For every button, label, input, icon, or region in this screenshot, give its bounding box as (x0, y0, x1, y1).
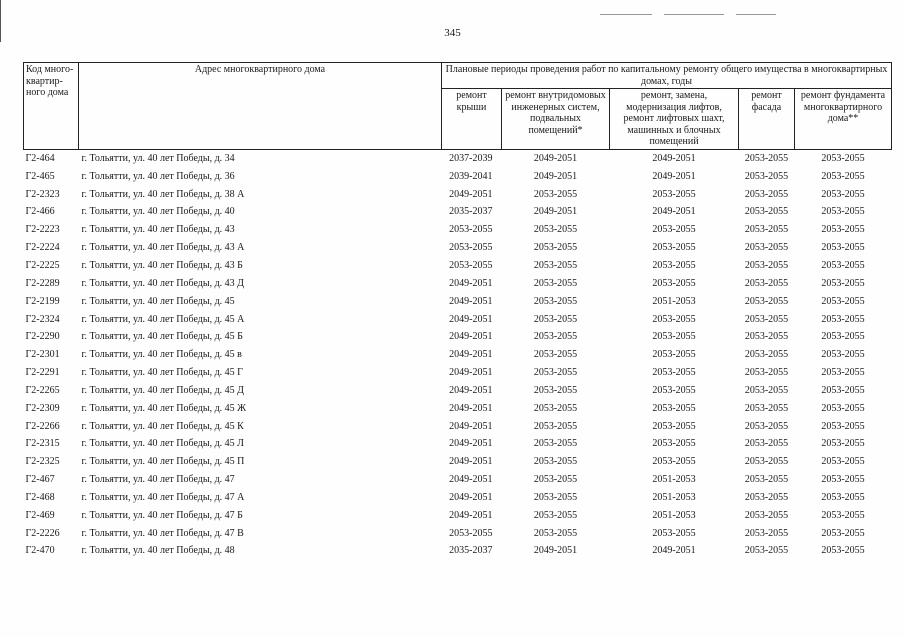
cell-elevators: 2053-2055 (652, 313, 696, 325)
cell-address: г. Тольятти, ул. 40 лет Победы, д. 47 (81, 474, 235, 486)
cell-code: Г2-2224 (25, 242, 60, 254)
cell-facade: 2053-2055 (744, 206, 789, 218)
cell-elevators: 2053-2055 (652, 420, 696, 432)
cell-facade: 2053-2055 (744, 224, 789, 236)
header-elevators: ремонт, замена, модернизация лифтов, ремонт лифтовых шахт, машинных и блочных помещений (610, 89, 739, 150)
cell-foundation: 2053-2055 (821, 384, 865, 396)
cell-foundation: 2053-2055 (821, 295, 865, 307)
cell-address: г. Тольятти, ул. 40 лет Победы, д. 45 Д (81, 384, 244, 396)
cell-engineering: 2053-2055 (533, 420, 578, 432)
cell-elevators: 2049-2051 (652, 206, 696, 218)
cell-facade: 2053-2055 (744, 188, 789, 200)
header-address: Адрес многоквартирного дома (79, 63, 442, 150)
table-row (24, 542, 892, 560)
cell-facade: 2053-2055 (744, 384, 789, 396)
table-row (24, 399, 892, 417)
cell-facade: 2053-2055 (744, 170, 789, 182)
table-row (24, 364, 892, 382)
table-row (24, 292, 892, 310)
cell-code: Г2-466 (25, 206, 55, 218)
cell-roof: 2049-2051 (449, 313, 493, 325)
cell-elevators: 2053-2055 (652, 456, 696, 468)
header-engineering: ремонт внутридомовых инженерных систем, подвальных помещений* (502, 89, 610, 150)
cell-facade: 2053-2055 (744, 349, 789, 361)
cell-code: Г2-2290 (25, 331, 60, 343)
cell-engineering: 2053-2055 (533, 277, 578, 289)
cell-foundation: 2053-2055 (821, 420, 865, 432)
cell-address: г. Тольятти, ул. 40 лет Победы, д. 43 Б (81, 259, 243, 271)
cell-foundation: 2053-2055 (821, 188, 865, 200)
cell-address: г. Тольятти, ул. 40 лет Победы, д. 45 Л (81, 438, 244, 450)
cell-facade: 2053-2055 (744, 242, 789, 254)
table-row (24, 167, 892, 185)
table-row (24, 453, 892, 471)
cell-facade: 2053-2055 (744, 331, 789, 343)
cell-facade: 2053-2055 (744, 474, 789, 486)
cell-engineering: 2053-2055 (533, 527, 578, 539)
cell-roof: 2049-2051 (449, 295, 493, 307)
cell-roof: 2049-2051 (449, 331, 493, 343)
cell-roof: 2049-2051 (449, 402, 493, 414)
cell-roof: 2049-2051 (449, 438, 493, 450)
cell-engineering: 2049-2051 (533, 545, 578, 557)
cell-foundation: 2053-2055 (821, 152, 865, 164)
cell-elevators: 2051-2053 (652, 474, 696, 486)
cell-facade: 2053-2055 (744, 420, 789, 432)
cell-code: Г2-2289 (25, 277, 60, 289)
cell-roof: 2037-2039 (449, 152, 493, 164)
cell-code: Г2-2325 (25, 456, 60, 468)
table-row (24, 524, 892, 542)
cell-elevators: 2053-2055 (652, 384, 696, 396)
cell-code: Г2-465 (25, 170, 55, 182)
cell-elevators: 2049-2051 (652, 545, 696, 557)
cell-code: Г2-2225 (25, 259, 60, 271)
page-number: 345 (444, 27, 461, 39)
cell-engineering: 2053-2055 (533, 242, 578, 254)
header-foundation: ремонт фундамента многоквартирного дома** (795, 89, 892, 150)
cell-foundation: 2053-2055 (821, 206, 865, 218)
table-row (24, 471, 892, 489)
cell-roof: 2035-2037 (449, 545, 493, 557)
cell-roof: 2049-2051 (449, 491, 493, 503)
cell-facade: 2053-2055 (744, 295, 789, 307)
table-row (24, 328, 892, 346)
cell-code: Г2-2309 (25, 402, 60, 414)
table-row (24, 417, 892, 435)
header-periods-group: Плановые периоды проведения работ по капитальному ремонту общего имущества в многоквартирных домах, годы (442, 63, 892, 89)
cell-foundation: 2053-2055 (821, 527, 865, 539)
cell-code: Г2-464 (25, 152, 55, 164)
cell-address: г. Тольятти, ул. 40 лет Победы, д. 43 А (81, 242, 245, 254)
cell-roof: 2049-2051 (449, 456, 493, 468)
cell-code: Г2-2265 (25, 384, 60, 396)
cell-roof: 2053-2055 (449, 224, 493, 236)
cell-elevators: 2053-2055 (652, 224, 696, 236)
cell-roof: 2035-2037 (449, 206, 493, 218)
cell-foundation: 2053-2055 (821, 474, 865, 486)
cell-engineering: 2053-2055 (533, 313, 578, 325)
table-row (24, 489, 892, 507)
table-row (24, 221, 892, 239)
cell-roof: 2039-2041 (449, 170, 493, 182)
cell-elevators: 2051-2053 (652, 509, 696, 521)
cell-address: г. Тольятти, ул. 40 лет Победы, д. 43 (81, 224, 235, 236)
cell-engineering: 2053-2055 (533, 349, 578, 361)
cell-roof: 2053-2055 (449, 259, 493, 271)
header-roof: ремонт крыши (442, 89, 502, 150)
cell-address: г. Тольятти, ул. 40 лет Победы, д. 43 Д (81, 277, 244, 289)
cell-elevators: 2053-2055 (652, 349, 696, 361)
cell-roof: 2049-2051 (449, 509, 493, 521)
cell-foundation: 2053-2055 (821, 242, 865, 254)
cell-engineering: 2053-2055 (533, 491, 578, 503)
cell-facade: 2053-2055 (744, 313, 789, 325)
cell-roof: 2053-2055 (449, 242, 493, 254)
cell-elevators: 2051-2053 (652, 295, 696, 307)
cell-elevators: 2053-2055 (652, 331, 696, 343)
cell-roof: 2049-2051 (449, 349, 493, 361)
table-row (24, 346, 892, 364)
table-body (24, 149, 892, 560)
cell-engineering: 2053-2055 (533, 402, 578, 414)
cell-facade: 2053-2055 (744, 152, 789, 164)
cell-facade: 2053-2055 (744, 277, 789, 289)
cell-address: г. Тольятти, ул. 40 лет Победы, д. 45 в (81, 349, 242, 361)
cell-foundation: 2053-2055 (821, 224, 865, 236)
cell-address: г. Тольятти, ул. 40 лет Победы, д. 45 Б (81, 331, 243, 343)
table-row (24, 381, 892, 399)
cell-code: Г2-2315 (25, 438, 60, 450)
cell-address: г. Тольятти, ул. 40 лет Победы, д. 47 А (81, 491, 245, 503)
cell-engineering: 2053-2055 (533, 188, 578, 200)
cell-facade: 2053-2055 (744, 367, 789, 379)
cell-facade: 2053-2055 (744, 402, 789, 414)
cell-roof: 2049-2051 (449, 277, 493, 289)
cell-foundation: 2053-2055 (821, 331, 865, 343)
table-row (24, 310, 892, 328)
cell-elevators: 2053-2055 (652, 367, 696, 379)
cell-address: г. Тольятти, ул. 40 лет Победы, д. 45 Г (81, 367, 243, 379)
cell-elevators: 2049-2051 (652, 170, 696, 182)
cell-elevators: 2051-2053 (652, 491, 696, 503)
cell-engineering: 2053-2055 (533, 384, 578, 396)
cell-facade: 2053-2055 (744, 491, 789, 503)
header-row-top (24, 63, 892, 89)
cell-facade: 2053-2055 (744, 438, 789, 450)
cell-engineering: 2053-2055 (533, 474, 578, 486)
cell-code: Г2-2223 (25, 224, 60, 236)
cell-address: г. Тольятти, ул. 40 лет Победы, д. 48 (81, 545, 235, 557)
cell-foundation: 2053-2055 (821, 545, 865, 557)
cell-code: Г2-2199 (25, 295, 60, 307)
cell-engineering: 2053-2055 (533, 509, 578, 521)
cell-elevators: 2053-2055 (652, 402, 696, 414)
table-row (24, 435, 892, 453)
cell-foundation: 2053-2055 (821, 367, 865, 379)
cell-elevators: 2049-2051 (652, 152, 696, 164)
table-row (24, 506, 892, 524)
cell-address: г. Тольятти, ул. 40 лет Победы, д. 34 (81, 152, 235, 164)
cell-roof: 2049-2051 (449, 384, 493, 396)
cell-code: Г2-470 (25, 545, 55, 557)
header-code: Код много-квартир-ного дома (24, 63, 79, 150)
cell-elevators: 2053-2055 (652, 277, 696, 289)
cell-foundation: 2053-2055 (821, 438, 865, 450)
cell-facade: 2053-2055 (744, 259, 789, 271)
cell-facade: 2053-2055 (744, 509, 789, 521)
cell-foundation: 2053-2055 (821, 259, 865, 271)
cell-code: Г2-2266 (25, 420, 60, 432)
table-row (24, 274, 892, 292)
cell-address: г. Тольятти, ул. 40 лет Победы, д. 45 (81, 295, 235, 307)
capital-repair-table (23, 62, 892, 560)
table-row (24, 149, 892, 167)
cell-address: г. Тольятти, ул. 40 лет Победы, д. 38 А (81, 188, 245, 200)
header-facade: ремонт фасада (739, 89, 795, 150)
cell-roof: 2049-2051 (449, 420, 493, 432)
cell-code: Г2-2324 (25, 313, 60, 325)
cell-code: Г2-2323 (25, 188, 60, 200)
cell-engineering: 2053-2055 (533, 259, 578, 271)
cell-elevators: 2053-2055 (652, 188, 696, 200)
cell-foundation: 2053-2055 (821, 170, 865, 182)
cell-address: г. Тольятти, ул. 40 лет Победы, д. 45 П (81, 456, 245, 468)
cell-address: г. Тольятти, ул. 40 лет Победы, д. 40 (81, 206, 235, 218)
cell-foundation: 2053-2055 (821, 509, 865, 521)
cell-foundation: 2053-2055 (821, 313, 865, 325)
cell-foundation: 2053-2055 (821, 349, 865, 361)
cell-engineering: 2053-2055 (533, 224, 578, 236)
cell-code: Г2-468 (25, 491, 55, 503)
cell-facade: 2053-2055 (744, 456, 789, 468)
cell-roof: 2049-2051 (449, 474, 493, 486)
table-row (24, 239, 892, 257)
cell-roof: 2053-2055 (449, 527, 493, 539)
cell-foundation: 2053-2055 (821, 456, 865, 468)
cell-engineering: 2049-2051 (533, 170, 578, 182)
cell-code: Г2-469 (25, 509, 55, 521)
cell-engineering: 2053-2055 (533, 438, 578, 450)
table-row (24, 203, 892, 221)
table-row (24, 257, 892, 275)
cell-foundation: 2053-2055 (821, 277, 865, 289)
cell-code: Г2-2301 (25, 349, 60, 361)
cell-facade: 2053-2055 (744, 545, 789, 557)
cell-roof: 2049-2051 (449, 367, 493, 379)
cell-address: г. Тольятти, ул. 40 лет Победы, д. 36 (81, 170, 235, 182)
cell-address: г. Тольятти, ул. 40 лет Победы, д. 45 А (81, 313, 245, 325)
cell-elevators: 2053-2055 (652, 259, 696, 271)
cell-code: Г2-467 (25, 474, 55, 486)
cell-roof: 2049-2051 (449, 188, 493, 200)
cell-foundation: 2053-2055 (821, 491, 865, 503)
cell-engineering: 2053-2055 (533, 331, 578, 343)
cell-engineering: 2053-2055 (533, 456, 578, 468)
cell-address: г. Тольятти, ул. 40 лет Победы, д. 45 Ж (81, 402, 247, 414)
table-row (24, 185, 892, 203)
cell-engineering: 2053-2055 (533, 367, 578, 379)
cell-address: г. Тольятти, ул. 40 лет Победы, д. 45 К (81, 420, 244, 432)
cell-elevators: 2053-2055 (652, 438, 696, 450)
scan-top-marks (600, 2, 788, 20)
cell-elevators: 2053-2055 (652, 242, 696, 254)
cell-elevators: 2053-2055 (652, 527, 696, 539)
cell-facade: 2053-2055 (744, 527, 789, 539)
cell-code: Г2-2291 (25, 367, 60, 379)
cell-code: Г2-2226 (25, 527, 60, 539)
cell-address: г. Тольятти, ул. 40 лет Победы, д. 47 Б (81, 509, 243, 521)
cell-engineering: 2053-2055 (533, 295, 578, 307)
cell-engineering: 2049-2051 (533, 206, 578, 218)
cell-address: г. Тольятти, ул. 40 лет Победы, д. 47 В (81, 527, 244, 539)
cell-engineering: 2049-2051 (533, 152, 578, 164)
cell-foundation: 2053-2055 (821, 402, 865, 414)
